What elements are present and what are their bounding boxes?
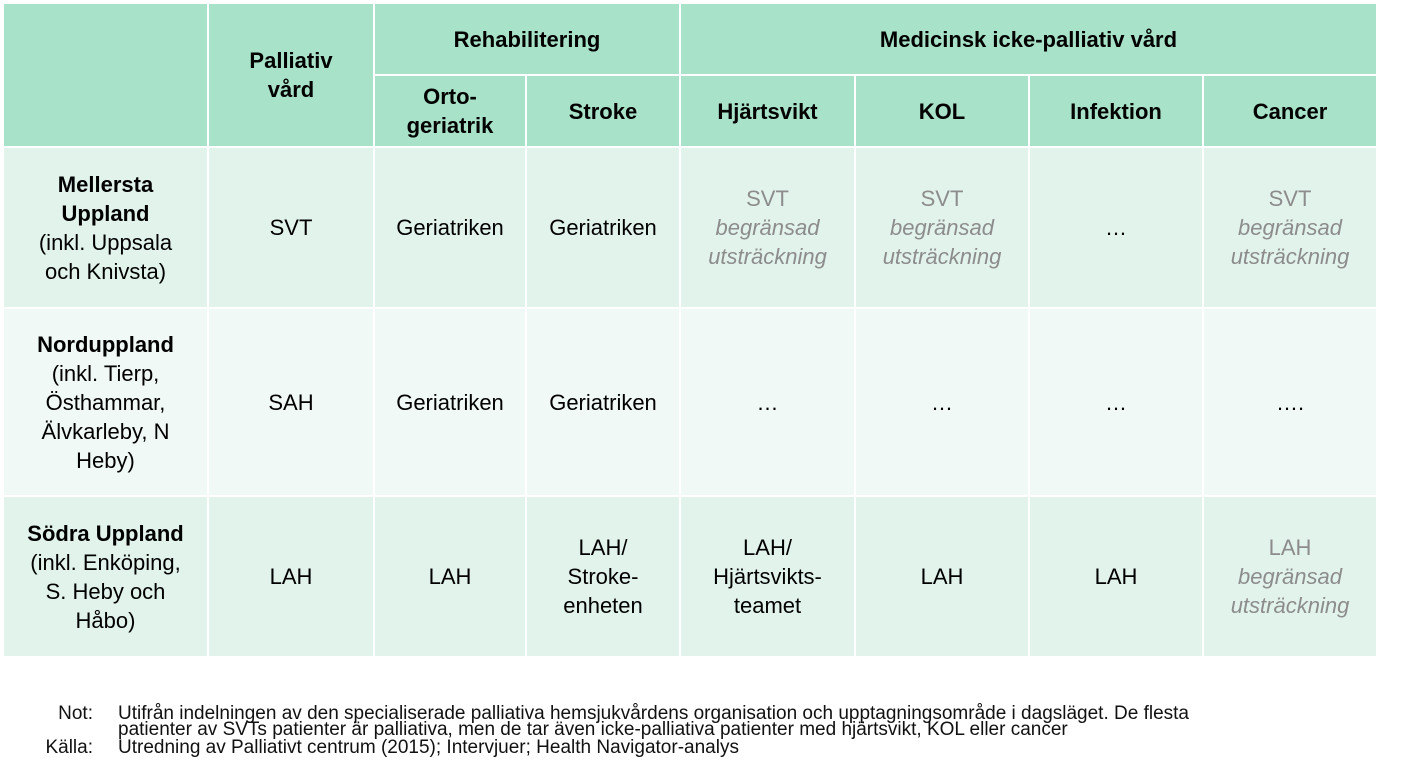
- header-palliativ-label: Palliativ vård: [249, 48, 333, 102]
- row-label-bold: Uppland: [61, 200, 150, 226]
- cell-main: LAH: [1268, 535, 1312, 560]
- cell-ortogeriatrik: LAH: [374, 496, 526, 657]
- row-label-sub: Heby): [76, 447, 135, 473]
- cell-infektion: …: [1029, 308, 1203, 496]
- header-infektion: [1029, 75, 1203, 147]
- row-label-bold: Norduppland: [37, 331, 174, 357]
- cell-note: begränsad: [1238, 215, 1342, 240]
- row-label-sub: Östhammar,: [45, 389, 166, 415]
- header-hjartsvikt: [680, 75, 855, 147]
- header-kol: [855, 75, 1029, 147]
- header-ortogeriatrik-line1: Orto-: [423, 84, 477, 109]
- cell-note: begränsad: [1238, 564, 1342, 589]
- header-stroke-label: Stroke: [568, 98, 638, 124]
- source-text: Utredning av Palliativt centrum (2015); Intervjuer; Health Navigator-analys: [118, 737, 739, 758]
- row-label-sub: S. Heby och: [45, 578, 166, 604]
- header-stroke: [526, 75, 680, 147]
- header-infektion-label: Infektion: [1070, 98, 1162, 124]
- cell-hjartsvikt: [680, 147, 855, 308]
- cell-kol: [855, 147, 1029, 308]
- cell-stroke: Geriatriken: [526, 308, 680, 496]
- cell-note: utsträckning: [1230, 593, 1350, 618]
- row-label-mellersta: [3, 147, 208, 308]
- row-label-sub: (inkl. Tierp,: [51, 360, 160, 386]
- row-label-sub: och Knivsta): [44, 258, 167, 284]
- row-label-norduppland: [3, 308, 208, 496]
- cell-palliativ: LAH: [208, 496, 374, 657]
- header-kol-label: KOL: [918, 98, 966, 124]
- row-label-sub: (inkl. Enköping,: [30, 549, 181, 575]
- cell-line: LAH/: [743, 535, 792, 560]
- row-label-bold: Södra Uppland: [27, 520, 184, 546]
- note-key: Not:: [58, 703, 93, 724]
- cell-palliativ: SVT: [208, 147, 374, 308]
- header-palliativ: [208, 3, 374, 147]
- header-cancer-label: Cancer: [1252, 98, 1328, 124]
- cell-line: Stroke-: [567, 564, 639, 589]
- cell-main: SVT: [1268, 186, 1312, 211]
- header-medicinsk-label: Medicinsk icke-palliativ vård: [879, 26, 1178, 52]
- cell-line: teamet: [733, 593, 802, 618]
- cell-main: SVT: [746, 186, 789, 211]
- cell-cancer: ….: [1203, 308, 1377, 496]
- cell-palliativ: SAH: [208, 308, 374, 496]
- coverage-table: [2, 2, 1378, 658]
- cell-stroke: Geriatriken: [526, 147, 680, 308]
- header-ortogeriatrik-line2: geriatrik: [406, 113, 494, 138]
- cell-hjartsvikt: [680, 496, 855, 657]
- row-label-sub: Håbo): [75, 607, 136, 633]
- table-row: [3, 147, 1377, 308]
- header-rehabilitering: [374, 3, 680, 75]
- header-corner: [3, 3, 208, 147]
- table-row: [3, 496, 1377, 657]
- row-label-sub: (inkl. Uppsala: [38, 229, 173, 255]
- header-ortogeriatrik: [374, 75, 526, 147]
- cell-note: begränsad: [715, 215, 820, 240]
- cell-kol: LAH: [855, 496, 1029, 657]
- cell-cancer: [1203, 147, 1377, 308]
- header-cancer: [1203, 75, 1377, 147]
- row-label-bold: Mellersta: [57, 171, 154, 197]
- cell-stroke: [526, 496, 680, 657]
- header-medicinsk: [680, 3, 1377, 75]
- header-hjartsvikt-label: Hjärtsvikt: [717, 98, 818, 124]
- cell-cancer: [1203, 496, 1377, 657]
- cell-line: Hjärtsvikts-: [713, 564, 822, 589]
- cell-main: SVT: [920, 186, 964, 211]
- cell-note: utsträckning: [1230, 244, 1350, 269]
- cell-line: enheten: [563, 593, 643, 618]
- row-label-sub: Älvkarleby, N: [41, 418, 170, 444]
- cell-ortogeriatrik: Geriatriken: [374, 147, 526, 308]
- cell-ortogeriatrik: Geriatriken: [374, 308, 526, 496]
- table-row: [3, 308, 1377, 496]
- row-label-sodra-uppland: [3, 496, 208, 657]
- footnotes: [0, 704, 1403, 757]
- cell-note: begränsad: [890, 215, 994, 240]
- note-text: patienter av SVTs patienter är palliativa, men de tar även icke-palliativa patienter med hjärtsvikt, KOL eller cancer: [118, 719, 1068, 740]
- cell-hjartsvikt: …: [680, 308, 855, 496]
- cell-infektion: …: [1029, 147, 1203, 308]
- cell-infektion: LAH: [1029, 496, 1203, 657]
- cell-line: LAH/: [578, 535, 628, 560]
- source-key: Källa:: [45, 737, 93, 758]
- note-text: Utifrån indelningen av den specialiserade palliativa hemsjukvårdens organisation och upptagningsområde i dagsläget. De flesta: [118, 703, 1189, 724]
- cell-kol: …: [855, 308, 1029, 496]
- cell-note: utsträckning: [882, 244, 1002, 269]
- cell-note: utsträckning: [708, 244, 827, 269]
- header-rehab-label: Rehabilitering: [453, 26, 601, 52]
- source-line: [0, 738, 1403, 757]
